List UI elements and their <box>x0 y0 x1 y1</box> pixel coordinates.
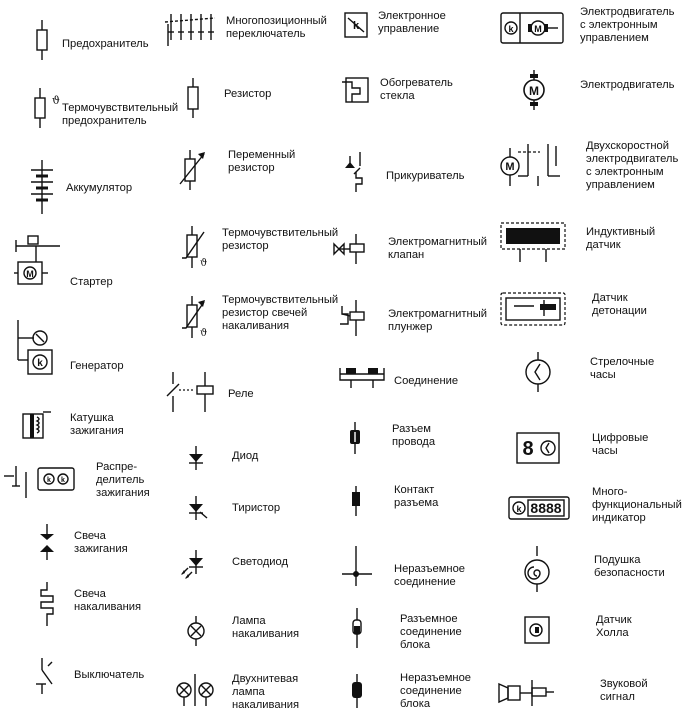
resistor-icon <box>182 78 204 118</box>
battery-icon <box>30 160 54 214</box>
svg-text:8888: 8888 <box>530 500 562 516</box>
legend-label-solenoid-valve: Электромагнитный клапан <box>388 236 488 261</box>
legend-label-battery: Аккумулятор <box>66 182 133 194</box>
legend-label-hall-sensor: Датчик Холла <box>596 614 632 639</box>
knock-sensor-icon <box>500 292 566 326</box>
spark-plug-icon <box>36 524 58 560</box>
svg-text:M: M <box>505 161 515 173</box>
two-speed-motor-icon <box>498 142 564 192</box>
legend-label-horn: Звуковой сигнал <box>600 678 648 703</box>
legend-label-fuse: Предохранитель <box>62 38 149 50</box>
svg-text:k: k <box>508 24 514 34</box>
solenoid-plunger-icon <box>338 300 374 336</box>
legend-label-distributor: Распре- делитель зажигания <box>96 461 150 499</box>
permanent-joint-icon <box>342 546 372 586</box>
legend-label-spark-plug: Свеча зажигания <box>74 530 128 555</box>
thermal-fuse-icon <box>28 88 58 128</box>
starter-icon <box>14 232 60 292</box>
svg-text:k: k <box>352 20 360 32</box>
glass-heater-icon <box>342 72 372 108</box>
legend-label-starter: Стартер <box>70 276 113 288</box>
svg-text:M: M <box>529 84 539 98</box>
digital-clock-icon <box>516 432 560 464</box>
legend-label-analog-clock: Стрелочные часы <box>590 356 655 381</box>
legend-label-block-connector: Разъемное соединение блока <box>400 613 462 651</box>
ignition-coil-icon <box>22 408 52 444</box>
hall-sensor-icon <box>524 616 550 644</box>
legend-label-lamp: Лампа накаливания <box>232 615 300 640</box>
legend-label-digital-clock: Цифровые часы <box>592 432 649 457</box>
svg-text:k: k <box>47 477 51 484</box>
legend-label-thermistor: Термочувствительный резистор <box>222 227 339 252</box>
thermistor-icon <box>180 226 210 268</box>
legend-label-wire-connector: Разъем провода <box>392 423 436 448</box>
legend-label-two-speed-motor: Двухскоростной электродвигатель с электронным управлением <box>586 140 679 191</box>
led-icon <box>180 550 206 578</box>
legend-label-electronic-control: Электронное управление <box>378 10 446 35</box>
legend-label-permanent-joint: Неразъемное соединение <box>394 563 466 588</box>
legend-label-var-resistor: Переменный резистор <box>228 149 296 174</box>
legend-label-knock-sensor: Датчик детонации <box>592 292 647 317</box>
cigarette-lighter-icon <box>344 152 368 192</box>
variable-resistor-icon <box>178 150 208 190</box>
legend-label-generator: Генератор <box>70 360 124 372</box>
block-permanent-joint-icon <box>350 674 364 708</box>
legend-label-solenoid-plunger: Электромагнитный плунжер <box>388 308 488 333</box>
fuse-icon <box>28 20 56 60</box>
legend-label-cigarette-lighter: Прикуриватель <box>386 170 465 182</box>
svg-text:k: k <box>516 504 522 514</box>
legend-label-led: Светодиод <box>232 556 289 568</box>
relay-icon <box>165 372 221 412</box>
legend-label-motor: Электродвигатель <box>580 79 675 91</box>
legend-label-multi-display: Много- функциональный индикатор <box>592 486 682 524</box>
legend-label-glass-heater: Обогреватель стекла <box>380 77 453 102</box>
legend-label-glow-thermistor: Термочувствительный резистор свечей накаливания <box>222 294 339 332</box>
solenoid-valve-icon <box>334 234 370 264</box>
legend-label-ignition-coil: Катушка зажигания <box>70 412 124 437</box>
inductive-sensor-icon <box>500 222 566 262</box>
legend-label-relay: Реле <box>228 388 254 400</box>
svg-text:M: M <box>534 24 542 34</box>
svg-text:k: k <box>61 477 65 484</box>
legend-label-switch: Выключатель <box>74 669 145 681</box>
legend-label-multi-switch: Многопозиционный переключатель <box>226 15 327 40</box>
thyristor-icon <box>186 496 208 520</box>
legend-label-connector-contact: Контакт разъема <box>394 484 439 509</box>
glow-plug-thermistor-icon <box>180 296 210 338</box>
connection-icon <box>338 366 386 388</box>
wire-connector-icon <box>348 422 362 454</box>
generator-icon <box>14 320 56 380</box>
electronic-control-icon <box>344 12 368 38</box>
multiposition-switch-icon <box>165 10 217 46</box>
motor-icon <box>522 70 546 110</box>
airbag-icon <box>522 546 552 592</box>
legend-label-thyristor: Тиристор <box>232 502 281 514</box>
lamp-icon <box>186 616 206 646</box>
svg-text:M: M <box>26 269 34 279</box>
legend-label-ecu-motor: Электродвигатель с электронным управлением <box>580 6 675 44</box>
legend-label-inductive-sensor: Индуктивный датчик <box>586 226 656 251</box>
legend-label-resistor: Резистор <box>224 88 272 100</box>
legend-label-airbag: Подушка безопасности <box>594 554 665 579</box>
diode-icon <box>186 446 206 470</box>
glow-plug-icon <box>36 582 58 626</box>
connector-contact-icon <box>350 486 362 516</box>
svg-text:ϑ: ϑ <box>200 328 208 339</box>
svg-text:ϑ: ϑ <box>52 94 60 107</box>
svg-text:ϑ: ϑ <box>200 258 208 269</box>
legend-label-thermal-fuse: Термочувствительный предохранитель <box>62 102 179 127</box>
multifunction-display-icon <box>508 496 570 520</box>
analog-clock-icon <box>524 352 552 392</box>
switch-icon <box>36 658 58 694</box>
legend-label-connection: Соединение <box>394 375 459 387</box>
legend-label-dual-lamp: Двухнитевая лампа накаливания <box>232 673 300 711</box>
svg-text:8: 8 <box>522 438 534 460</box>
block-connector-icon <box>350 608 364 648</box>
legend-label-diode: Диод <box>232 450 259 462</box>
legend-label-glow-plug: Свеча накаливания <box>74 588 142 613</box>
distributor-icon <box>4 462 78 498</box>
electronic-motor-icon <box>500 12 564 44</box>
dual-filament-lamp-icon <box>174 674 216 706</box>
legend-label-block-permanent: Неразъемное соединение блока <box>400 672 472 710</box>
svg-text:k: k <box>37 358 43 369</box>
horn-icon <box>498 672 556 710</box>
